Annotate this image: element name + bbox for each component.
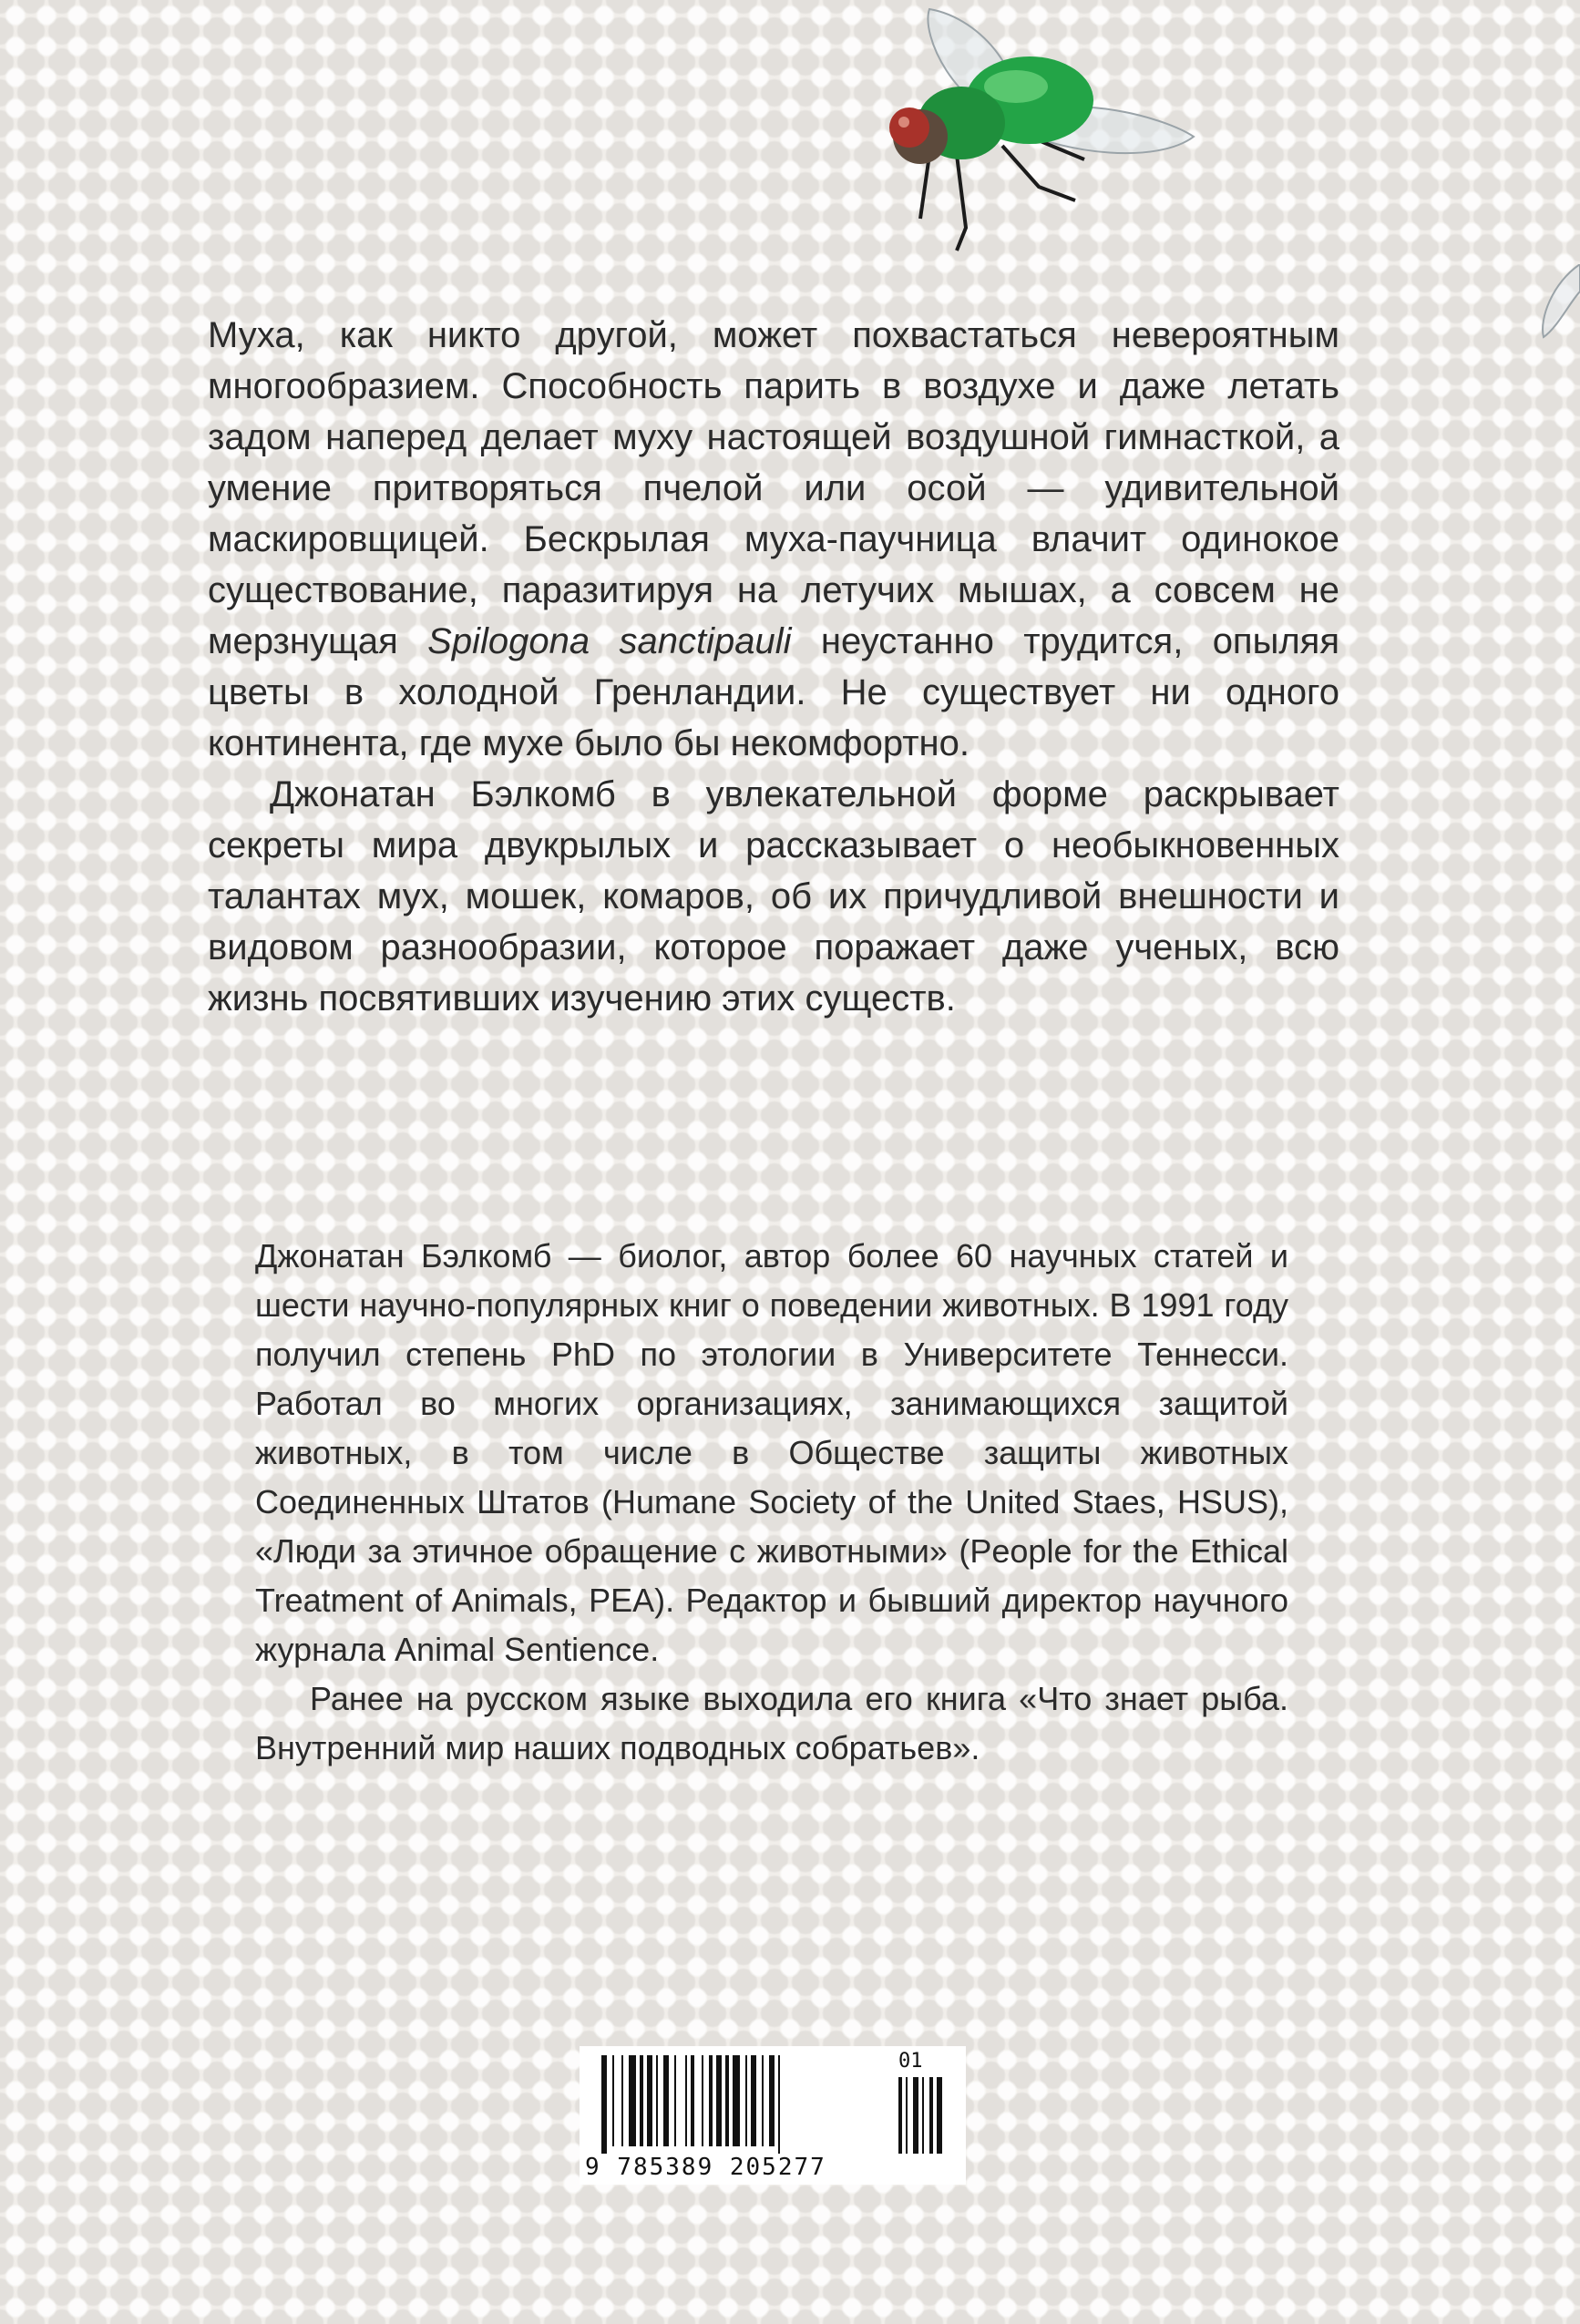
isbn-addon: 01	[898, 2050, 923, 2073]
isbn-barcode	[580, 2046, 966, 2185]
author-bio	[255, 1232, 1288, 1773]
description-paragraph-1: Муха, как никто другой, может похвастаться невероятным многообразием. Способность парить в воздухе и даже летать задом наперед делает муху настоящей воздушной гимнасткой, а умение притворяться пчелой или осой — удивительной маскировщицей. Бескрылая муха-паучница влачит одинокое существование, паразитируя на летучих мышах, а совсем не мерзнущая Spilogona sanctipauli неустанно трудится, опыляя цветы в холодной Гренландии. Не существует ни одного континента, где мухе было бы некомфортно.	[208, 315, 1340, 763]
species-name: Spilogona sanctipauli	[427, 621, 792, 661]
isbn-number: 9 785389 205277	[585, 2154, 826, 2181]
description-paragraph-2: Джонатан Бэлкомб в увлекательной форме раскрывает секреты мира двукрылых и рассказывает о необыкновенных талантах мух, мошек, комаров, об их причудливой внешности и видовом разнообразии, которое поражает даже ученых, всю жизнь посвятивших изучению этих существ.	[208, 774, 1339, 1019]
author-paragraph-2: Ранее на русском языке выходила его книга «Что знает рыба. Внутренний мир наших подводных собратьев».	[255, 1680, 1288, 1766]
wing-tip-icon	[1534, 264, 1580, 355]
author-paragraph-1: Джонатан Бэлкомб — биолог, автор более 60 научных статей и шести научно-популярных книг о поведении животных. В 1991 году получил степень PhD по этологии в Университете Теннесси. Работал во многих организациях, занимающихся защитой животных, в том числе в Обществе защиты животных Соединенных Штатов (Humane Society of the United Staes, HSUS), «Люди за этичное обращение с животными» (People for the Ethical Treatment of Animals, PEA). Редактор и бывший директор научного журнала Animal Sentience.	[255, 1237, 1288, 1668]
green-fly-icon	[820, 0, 1203, 255]
book-description	[208, 310, 1339, 1024]
